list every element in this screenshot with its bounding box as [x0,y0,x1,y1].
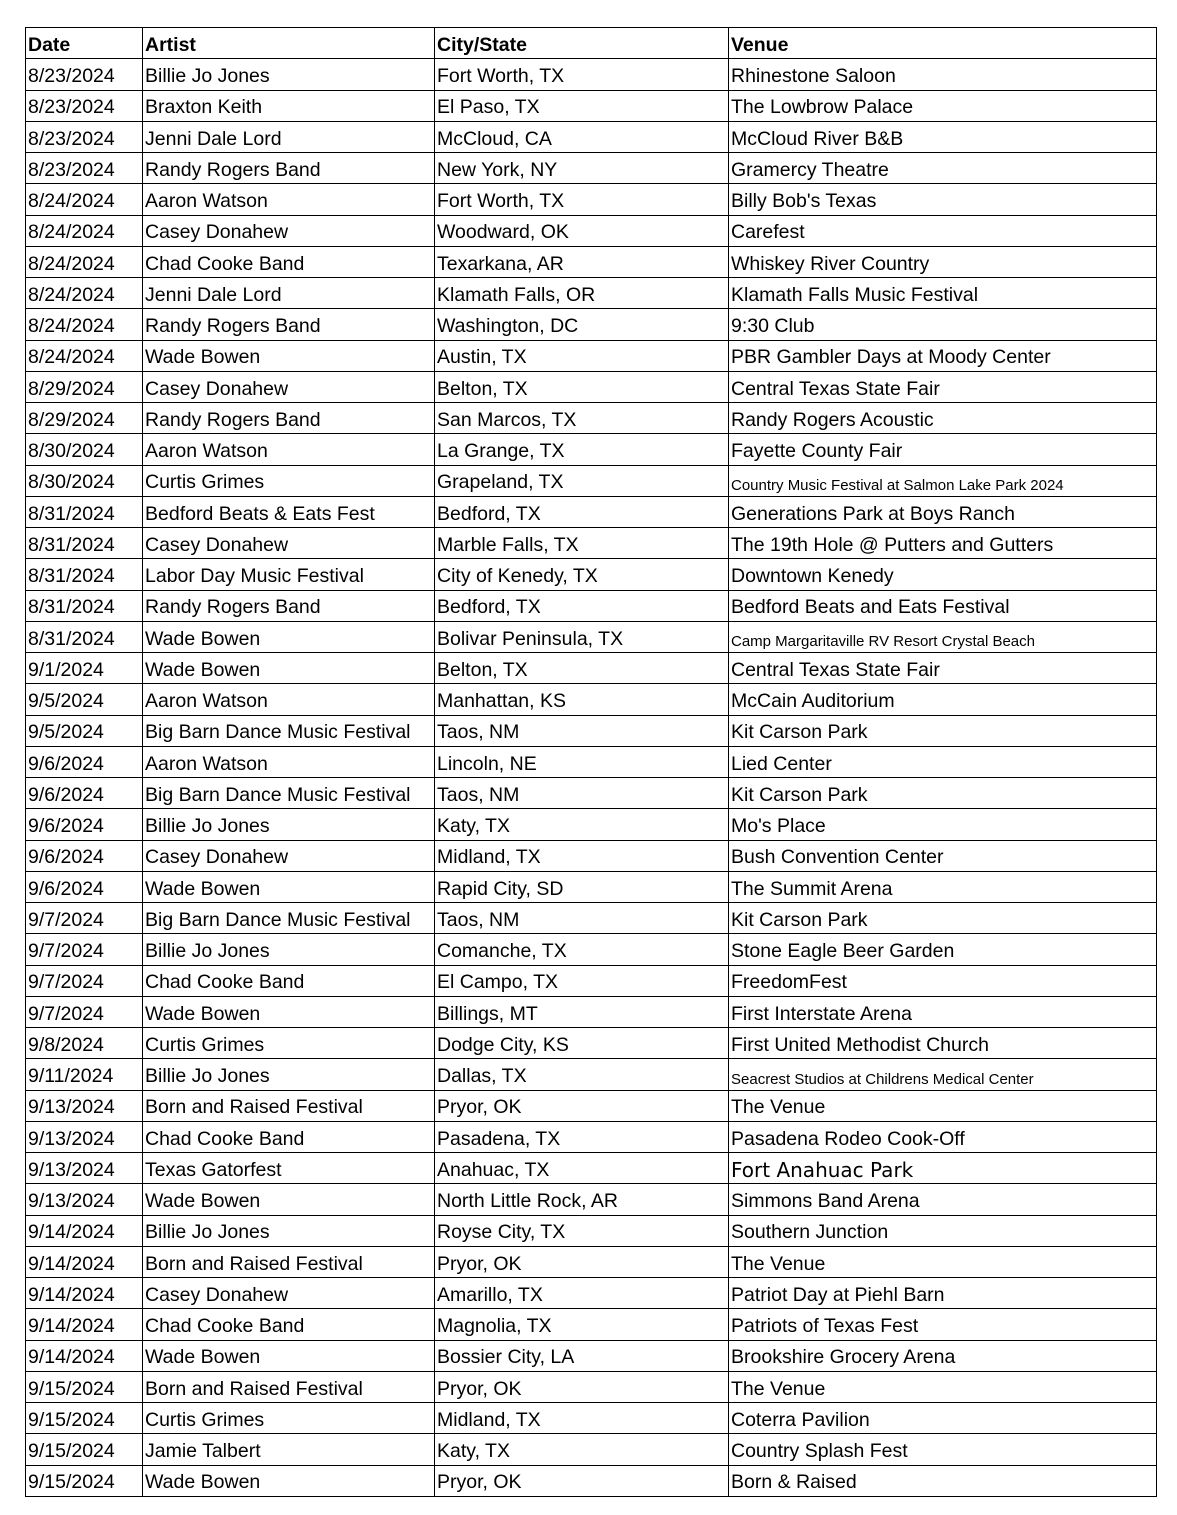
table-row [26,184,1157,215]
cell-city-state: Katy, TX [435,809,729,840]
header-row [26,28,1157,59]
cell-artist: Randy Rogers Band [143,309,435,340]
cell-city-state: Bossier City, LA [435,1340,729,1371]
cell-city-state: Belton, TX [435,653,729,684]
cell-city-state: Dallas, TX [435,1059,729,1090]
table-row [26,809,1157,840]
cell-date: 9/13/2024 [26,1184,143,1215]
table-row [26,59,1157,90]
cell-venue: Kit Carson Park [729,715,1157,746]
cell-city-state: San Marcos, TX [435,403,729,434]
cell-date: 8/31/2024 [26,496,143,527]
cell-artist: Big Barn Dance Music Festival [143,715,435,746]
table-row [26,715,1157,746]
cell-date: 9/6/2024 [26,778,143,809]
cell-date: 8/24/2024 [26,278,143,309]
table-row [26,215,1157,246]
cell-city-state: Pryor, OK [435,1090,729,1121]
cell-city-state: Fort Worth, TX [435,184,729,215]
cell-artist: Wade Bowen [143,621,435,652]
cell-venue: Brookshire Grocery Arena [729,1340,1157,1371]
cell-city-state: Grapeland, TX [435,465,729,496]
table-row [26,778,1157,809]
header-artist: Artist [143,28,435,59]
cell-city-state: Taos, NM [435,903,729,934]
cell-artist: Labor Day Music Festival [143,559,435,590]
table-row [26,278,1157,309]
cell-artist: Chad Cooke Band [143,1309,435,1340]
cell-city-state: Amarillo, TX [435,1278,729,1309]
table-row [26,1309,1157,1340]
cell-venue: Seacrest Studios at Childrens Medical Center [729,1059,1157,1090]
cell-artist: Billie Jo Jones [143,1215,435,1246]
cell-date: 8/24/2024 [26,309,143,340]
cell-artist: Casey Donahew [143,371,435,402]
cell-date: 9/7/2024 [26,996,143,1027]
cell-venue: Carefest [729,215,1157,246]
cell-venue: 9:30 Club [729,309,1157,340]
header-date: Date [26,28,143,59]
cell-city-state: Pryor, OK [435,1465,729,1496]
table-row [26,1215,1157,1246]
cell-venue: Born & Raised [729,1465,1157,1496]
table-row [26,1403,1157,1434]
cell-venue: Kit Carson Park [729,778,1157,809]
cell-venue: Fayette County Fair [729,434,1157,465]
cell-artist: Chad Cooke Band [143,965,435,996]
cell-artist: Bedford Beats & Eats Fest [143,496,435,527]
cell-artist: Jamie Talbert [143,1434,435,1465]
cell-venue: The 19th Hole @ Putters and Gutters [729,528,1157,559]
table-row [26,559,1157,590]
cell-venue: First United Methodist Church [729,1028,1157,1059]
table-row [26,934,1157,965]
table-row [26,1184,1157,1215]
cell-date: 8/23/2024 [26,90,143,121]
cell-date: 9/5/2024 [26,684,143,715]
table-row [26,1090,1157,1121]
cell-artist: Born and Raised Festival [143,1246,435,1277]
cell-city-state: North Little Rock, AR [435,1184,729,1215]
cell-artist: Aaron Watson [143,684,435,715]
cell-date: 8/23/2024 [26,153,143,184]
cell-date: 8/31/2024 [26,590,143,621]
cell-city-state: El Campo, TX [435,965,729,996]
table-row [26,1059,1157,1090]
table-row [26,153,1157,184]
cell-city-state: Woodward, OK [435,215,729,246]
cell-venue: Bush Convention Center [729,840,1157,871]
cell-venue: Stone Eagle Beer Garden [729,934,1157,965]
cell-city-state: Taos, NM [435,715,729,746]
cell-date: 9/14/2024 [26,1309,143,1340]
cell-date: 8/24/2024 [26,340,143,371]
cell-city-state: Lincoln, NE [435,746,729,777]
cell-artist: Randy Rogers Band [143,590,435,621]
table-row [26,1278,1157,1309]
header-city-state: City/State [435,28,729,59]
cell-date: 9/6/2024 [26,746,143,777]
cell-date: 9/7/2024 [26,903,143,934]
header-venue: Venue [729,28,1157,59]
table-row [26,840,1157,871]
table-row [26,1340,1157,1371]
cell-date: 9/6/2024 [26,840,143,871]
table-row [26,496,1157,527]
cell-venue: PBR Gambler Days at Moody Center [729,340,1157,371]
cell-city-state: McCloud, CA [435,121,729,152]
cell-date: 9/13/2024 [26,1153,143,1184]
cell-date: 9/6/2024 [26,871,143,902]
cell-date: 9/14/2024 [26,1278,143,1309]
cell-artist: Born and Raised Festival [143,1371,435,1402]
table-row [26,1028,1157,1059]
cell-date: 8/31/2024 [26,559,143,590]
table-row [26,246,1157,277]
schedule-table [25,27,1157,1497]
cell-date: 8/29/2024 [26,371,143,402]
cell-date: 8/24/2024 [26,184,143,215]
cell-artist: Wade Bowen [143,1184,435,1215]
cell-artist: Aaron Watson [143,746,435,777]
cell-venue: Gramercy Theatre [729,153,1157,184]
cell-date: 9/11/2024 [26,1059,143,1090]
cell-venue: The Lowbrow Palace [729,90,1157,121]
cell-venue: Simmons Band Arena [729,1184,1157,1215]
cell-date: 8/31/2024 [26,621,143,652]
cell-city-state: La Grange, TX [435,434,729,465]
cell-artist: Billie Jo Jones [143,934,435,965]
cell-city-state: Bedford, TX [435,496,729,527]
cell-city-state: Klamath Falls, OR [435,278,729,309]
cell-city-state: El Paso, TX [435,90,729,121]
cell-artist: Casey Donahew [143,528,435,559]
cell-venue: Pasadena Rodeo Cook-Off [729,1121,1157,1152]
cell-artist: Curtis Grimes [143,465,435,496]
cell-date: 8/24/2024 [26,215,143,246]
cell-date: 9/5/2024 [26,715,143,746]
cell-city-state: Dodge City, KS [435,1028,729,1059]
table-row [26,371,1157,402]
schedule-sheet [25,27,1156,1497]
table-row [26,1434,1157,1465]
cell-city-state: Marble Falls, TX [435,528,729,559]
cell-venue: The Venue [729,1371,1157,1402]
table-body [26,59,1157,1497]
cell-date: 9/15/2024 [26,1465,143,1496]
cell-date: 9/15/2024 [26,1434,143,1465]
cell-artist: Casey Donahew [143,215,435,246]
cell-artist: Billie Jo Jones [143,1059,435,1090]
cell-venue: Randy Rogers Acoustic [729,403,1157,434]
cell-artist: Wade Bowen [143,1340,435,1371]
cell-city-state: Anahuac, TX [435,1153,729,1184]
cell-artist: Randy Rogers Band [143,153,435,184]
cell-artist: Aaron Watson [143,184,435,215]
cell-venue: Central Texas State Fair [729,371,1157,402]
cell-city-state: Billings, MT [435,996,729,1027]
cell-city-state: Washington, DC [435,309,729,340]
cell-artist: Wade Bowen [143,340,435,371]
table-row [26,621,1157,652]
cell-city-state: Bolivar Peninsula, TX [435,621,729,652]
cell-venue: Bedford Beats and Eats Festival [729,590,1157,621]
cell-city-state: Manhattan, KS [435,684,729,715]
cell-venue: Country Splash Fest [729,1434,1157,1465]
cell-date: 9/7/2024 [26,934,143,965]
cell-city-state: Royse City, TX [435,1215,729,1246]
cell-venue: Generations Park at Boys Ranch [729,496,1157,527]
cell-city-state: Austin, TX [435,340,729,371]
cell-date: 9/8/2024 [26,1028,143,1059]
cell-date: 9/14/2024 [26,1340,143,1371]
cell-artist: Wade Bowen [143,871,435,902]
cell-artist: Wade Bowen [143,996,435,1027]
cell-artist: Randy Rogers Band [143,403,435,434]
table-row [26,684,1157,715]
cell-city-state: Pryor, OK [435,1371,729,1402]
cell-venue: Fort Anahuac Park [729,1153,1157,1184]
cell-artist: Jenni Dale Lord [143,121,435,152]
table-row [26,1465,1157,1496]
cell-artist: Braxton Keith [143,90,435,121]
cell-date: 8/24/2024 [26,246,143,277]
cell-city-state: Midland, TX [435,1403,729,1434]
cell-artist: Curtis Grimes [143,1028,435,1059]
cell-venue: Country Music Festival at Salmon Lake Park 2024 [729,465,1157,496]
cell-city-state: Katy, TX [435,1434,729,1465]
table-row [26,1371,1157,1402]
cell-venue: Whiskey River Country [729,246,1157,277]
cell-date: 8/29/2024 [26,403,143,434]
cell-venue: Southern Junction [729,1215,1157,1246]
table-row [26,1121,1157,1152]
cell-venue: McCain Auditorium [729,684,1157,715]
cell-date: 9/15/2024 [26,1371,143,1402]
cell-city-state: Pryor, OK [435,1246,729,1277]
cell-venue: Lied Center [729,746,1157,777]
cell-date: 9/1/2024 [26,653,143,684]
cell-date: 9/13/2024 [26,1090,143,1121]
table-row [26,653,1157,684]
table-row [26,903,1157,934]
cell-date: 9/13/2024 [26,1121,143,1152]
cell-city-state: New York, NY [435,153,729,184]
cell-venue: The Venue [729,1090,1157,1121]
table-row [26,996,1157,1027]
table-row [26,340,1157,371]
cell-artist: Big Barn Dance Music Festival [143,778,435,809]
cell-venue: Patriots of Texas Fest [729,1309,1157,1340]
cell-venue: Coterra Pavilion [729,1403,1157,1434]
cell-city-state: Pasadena, TX [435,1121,729,1152]
table-row [26,746,1157,777]
cell-date: 8/23/2024 [26,59,143,90]
cell-city-state: Midland, TX [435,840,729,871]
table-row [26,590,1157,621]
cell-venue: FreedomFest [729,965,1157,996]
cell-city-state: Magnolia, TX [435,1309,729,1340]
cell-venue: Downtown Kenedy [729,559,1157,590]
cell-city-state: Rapid City, SD [435,871,729,902]
cell-artist: Big Barn Dance Music Festival [143,903,435,934]
cell-venue: Klamath Falls Music Festival [729,278,1157,309]
cell-artist: Aaron Watson [143,434,435,465]
cell-venue: Rhinestone Saloon [729,59,1157,90]
cell-venue: The Summit Arena [729,871,1157,902]
cell-city-state: Bedford, TX [435,590,729,621]
cell-artist: Curtis Grimes [143,1403,435,1434]
table-row [26,465,1157,496]
cell-artist: Casey Donahew [143,1278,435,1309]
cell-venue: Mo's Place [729,809,1157,840]
cell-artist: Wade Bowen [143,1465,435,1496]
table-header [26,28,1157,59]
table-row [26,528,1157,559]
table-row [26,1153,1157,1184]
cell-artist: Jenni Dale Lord [143,278,435,309]
cell-venue: Patriot Day at Piehl Barn [729,1278,1157,1309]
table-row [26,1246,1157,1277]
table-row [26,871,1157,902]
cell-city-state: Texarkana, AR [435,246,729,277]
cell-city-state: Comanche, TX [435,934,729,965]
cell-venue: First Interstate Arena [729,996,1157,1027]
cell-date: 9/15/2024 [26,1403,143,1434]
cell-date: 8/23/2024 [26,121,143,152]
cell-venue: Billy Bob's Texas [729,184,1157,215]
cell-city-state: Fort Worth, TX [435,59,729,90]
cell-date: 9/14/2024 [26,1215,143,1246]
cell-venue: The Venue [729,1246,1157,1277]
table-row [26,309,1157,340]
cell-date: 8/30/2024 [26,434,143,465]
cell-venue: Camp Margaritaville RV Resort Crystal Beach [729,621,1157,652]
cell-artist: Born and Raised Festival [143,1090,435,1121]
table-row [26,434,1157,465]
cell-city-state: Taos, NM [435,778,729,809]
cell-artist: Chad Cooke Band [143,246,435,277]
cell-date: 9/7/2024 [26,965,143,996]
cell-venue: Central Texas State Fair [729,653,1157,684]
cell-city-state: City of Kenedy, TX [435,559,729,590]
cell-artist: Billie Jo Jones [143,59,435,90]
cell-venue: Kit Carson Park [729,903,1157,934]
cell-artist: Texas Gatorfest [143,1153,435,1184]
table-row [26,90,1157,121]
cell-city-state: Belton, TX [435,371,729,402]
cell-date: 9/14/2024 [26,1246,143,1277]
cell-artist: Wade Bowen [143,653,435,684]
cell-artist: Chad Cooke Band [143,1121,435,1152]
cell-artist: Casey Donahew [143,840,435,871]
cell-venue: McCloud River B&B [729,121,1157,152]
table-row [26,121,1157,152]
table-row [26,965,1157,996]
cell-date: 9/6/2024 [26,809,143,840]
cell-artist: Billie Jo Jones [143,809,435,840]
table-row [26,403,1157,434]
cell-date: 8/31/2024 [26,528,143,559]
cell-date: 8/30/2024 [26,465,143,496]
